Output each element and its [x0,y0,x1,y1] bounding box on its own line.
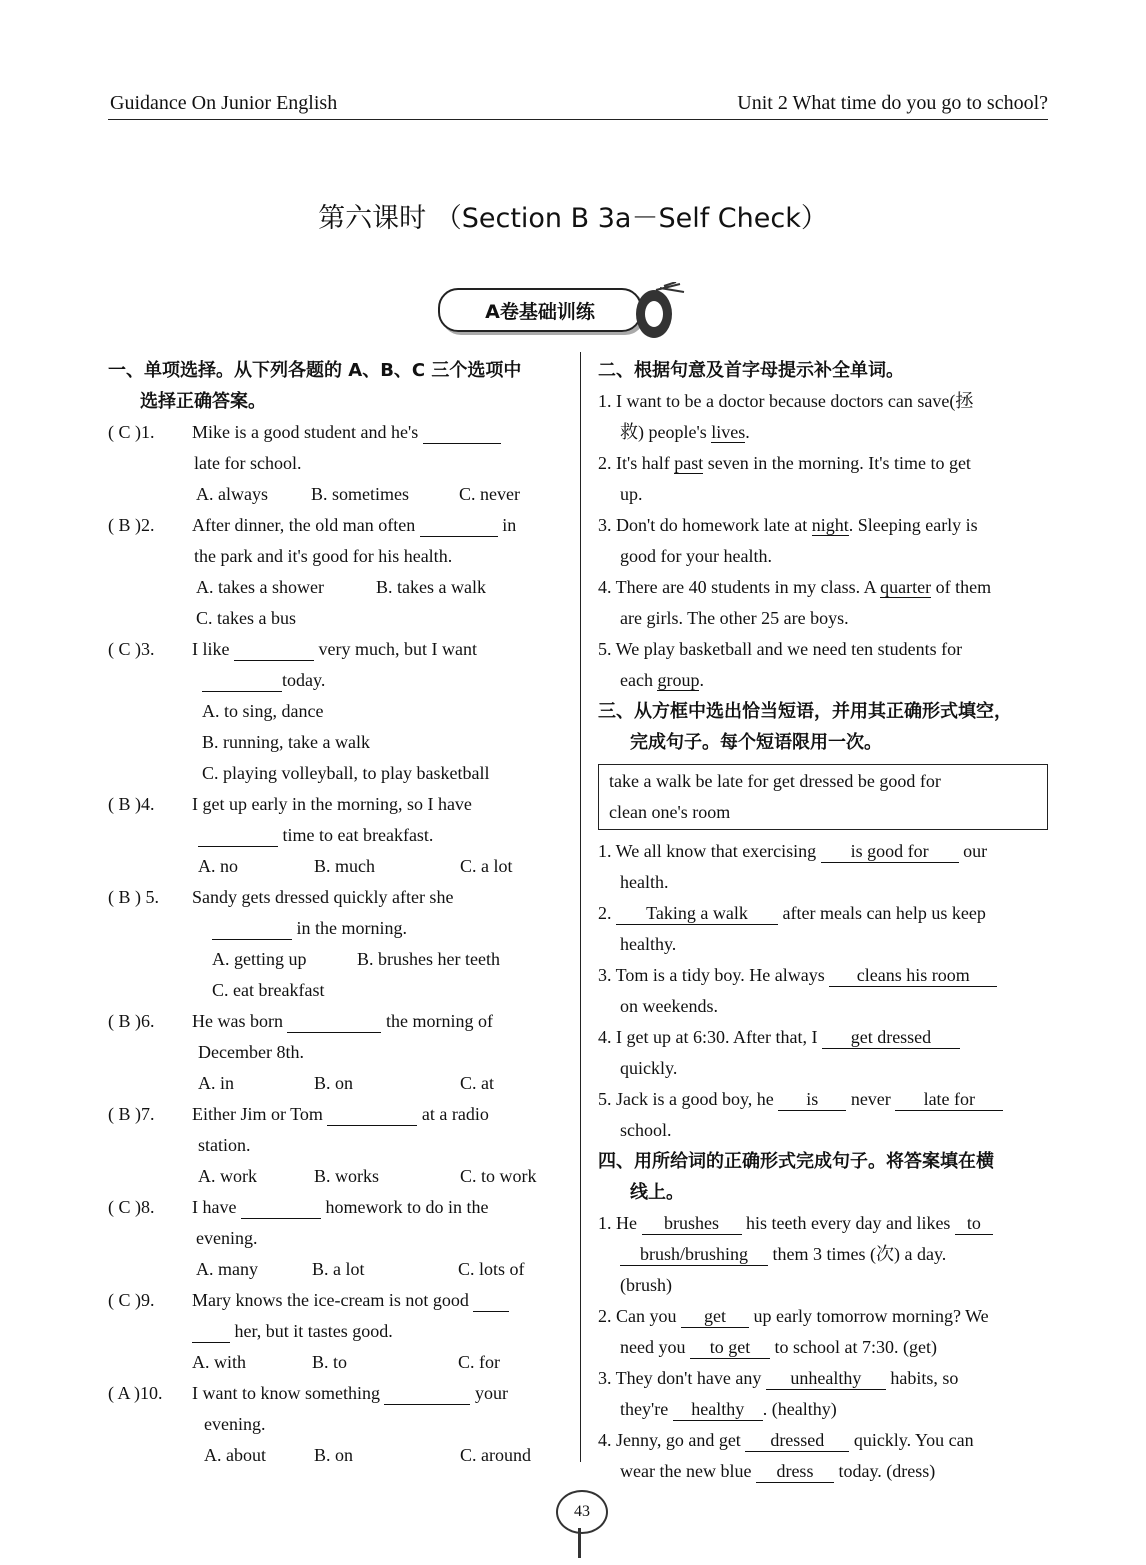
s2-q2-cont: up. [620,484,643,504]
answer: is [778,1088,846,1111]
text: never [850,1089,891,1109]
stem-cont: evening. [204,1414,266,1434]
section-4-title: 四、用所给词的正确形式完成句子。将答案填在横 [598,1151,994,1172]
options [108,1254,563,1285]
text: each [620,670,658,690]
s3-q1-cont: health. [620,872,669,892]
text: 3. Tom is a tidy boy. He always [598,965,825,985]
header-right: Unit 2 What time do you go to school? [737,92,1048,114]
option-a: A. to sing, dance [202,701,324,721]
answer: lives [711,422,746,442]
text: . [745,422,750,442]
section-3-title-cont: 完成句子。每个短语限用一次。 [630,732,882,753]
option-b: B. running, take a walk [202,732,370,752]
stem-cont: her, but it tastes good. [234,1321,393,1341]
s2-q4 [598,572,1050,603]
answer: get [681,1305,749,1328]
answer: past [674,453,704,473]
option-a: A. about [204,1445,266,1465]
option-b: B. works [314,1166,380,1186]
text: 3. Don't do homework late at [598,515,812,535]
option-b: B. much [314,856,375,876]
answer: get dressed [822,1026,960,1049]
text: quickly. You can [853,1430,974,1450]
text: . [699,670,704,690]
text: 4. There are 40 students in my class. A [598,577,881,597]
stem: Mike is a good student and he's [192,422,419,442]
stem: I have [192,1197,237,1217]
option-a: A. work [198,1166,257,1186]
answer: Taking a walk [616,902,778,925]
blank [287,1010,381,1033]
s3-q1 [598,836,1050,867]
stem: your [474,1383,508,1403]
s4-q4-cont [598,1456,1050,1487]
answer: dress [756,1460,834,1483]
text: wear the new blue [620,1461,752,1481]
section-1-heading [108,355,563,417]
question-5 [108,882,563,913]
options [108,1068,563,1099]
s4-q1 [598,1208,1050,1239]
stem: Mary knows the ice-cream is not good [192,1290,469,1310]
blank [420,514,498,537]
text: of them [931,577,992,597]
text: need you [620,1337,686,1357]
s4-q3-cont [598,1394,1050,1425]
blank [384,1382,470,1405]
option-a: A. in [198,1073,234,1093]
answer: is good for [821,840,959,863]
option-a: A. takes a shower [196,577,324,597]
option-c: C. a lot [460,856,513,876]
section-1-title: 一、单项选择。从下列各题的 A、B、C 三个选项中 [108,360,522,381]
s3-q3 [598,960,1050,991]
text: seven in the morning. It's time to get [703,453,971,473]
stem-cont: late for school. [194,453,302,473]
stem: After dinner, the old man often [192,515,416,535]
option-c: C. around [460,1445,531,1465]
text: them 3 times (次) a day. [772,1244,947,1264]
text: 4. Jenny, go and get [598,1430,741,1450]
option-c: C. eat breakfast [212,980,325,1000]
text: 1. He [598,1213,637,1233]
answer-mark: ( B ) 5. [108,887,159,907]
question-8 [108,1192,563,1223]
option-c: C. lots of [458,1259,525,1279]
answer-mark: ( B )7. [108,1104,155,1124]
stem: Either Jim or Tom [192,1104,323,1124]
blank [202,669,282,692]
answer: healthy [673,1398,763,1421]
answer: brushes [642,1212,742,1235]
option-b: B. takes a walk [376,577,486,597]
s2-q5-cont [598,665,1050,696]
blank [198,824,278,847]
stem: in [502,515,517,535]
answer-mark: ( B )2. [108,515,155,535]
s4-q3 [598,1363,1050,1394]
options [108,1347,563,1378]
s2-q3 [598,510,1050,541]
answer: night [811,515,849,535]
s3-q3-cont: on weekends. [620,996,718,1016]
phrase-box-line: clean one's room [609,802,731,822]
blank [327,1103,417,1126]
answer-mark: ( C )1. [108,422,155,442]
s2-q2 [598,448,1050,479]
text: . (healthy) [762,1399,837,1419]
blank [192,1320,230,1343]
answer-mark: ( A )10. [108,1383,163,1403]
text: up early tomorrow morning? We [753,1306,989,1326]
answer: group [657,670,700,690]
text: today. (dress) [838,1461,936,1481]
options [108,1161,563,1192]
options [108,1440,563,1471]
stem: Sandy gets dressed quickly after she [192,887,454,907]
question-2 [108,510,563,541]
option-a: A. with [192,1352,246,1372]
stem-cont: the park and it's good for his health. [194,546,453,566]
options [108,851,563,882]
blank [473,1289,509,1312]
answer: unhealthy [766,1367,886,1390]
s2-q5: 5. We play basketball and we need ten students for [598,639,963,659]
stem-cont: December 8th. [198,1042,304,1062]
stem: I like [192,639,230,659]
option-b: B. sometimes [311,484,409,504]
answer: brush/brushing [620,1243,768,1266]
answer-mark: ( C )3. [108,639,155,659]
answer: to get [690,1336,770,1359]
option-b: B. brushes her teeth [357,949,500,969]
column-divider [580,352,581,1462]
flower-stem-icon [578,1528,581,1558]
stem: He was born [192,1011,283,1031]
question-4 [108,789,563,820]
question-9 [108,1285,563,1316]
s2-q1: 1. I want to be a doctor because doctors can save(拯 [598,391,974,411]
section-4-title-cont: 线上。 [630,1182,684,1203]
stem: the morning of [385,1011,493,1031]
option-c: C. at [460,1073,494,1093]
question-7 [108,1099,563,1130]
question-1 [108,417,563,448]
option-c: C. playing volleyball, to play basketball [202,763,490,783]
option-c: C. for [458,1352,500,1372]
text: . Sleeping early is [848,515,978,535]
option-a: A. many [196,1259,258,1279]
option-b: B. on [314,1445,354,1465]
stem: homework to do in the [325,1197,489,1217]
section-2-heading: 二、根据句意及首字母提示补全单词。 [598,360,904,381]
s3-q4-cont: quickly. [620,1058,678,1078]
answer-mark: ( B )4. [108,794,155,814]
text: 2. [598,903,612,923]
right-column [598,355,1050,1487]
phrase-box-line: take a walk be late for get dressed be good for [609,771,941,791]
text: 4. I get up at 6:30. After that, I [598,1027,818,1047]
s3-q5-cont: school. [620,1120,672,1140]
option-b: B. on [314,1073,354,1093]
text: our [963,841,988,861]
s2-q1-cont [598,417,1050,448]
stem-cont: time to eat breakfast. [282,825,434,845]
stem-cont: in the morning. [296,918,407,938]
option-c: C. takes a bus [196,608,296,628]
page-title: 第六课时 （Section B 3a－Self Check） [318,203,828,234]
section-badge: A卷基础训练 [438,288,642,332]
options [108,479,563,510]
left-column [108,355,563,1471]
options [108,572,563,603]
blank [423,421,501,444]
option-c: C. never [459,484,520,504]
text: 3. They don't have any [598,1368,762,1388]
option-a: A. no [198,856,238,876]
answer-mark: ( B )6. [108,1011,155,1031]
stem: I get up early in the morning, so I have [192,794,472,814]
text: after meals can help us keep [782,903,986,923]
stem-cont: today. [282,670,326,690]
text: 2. Can you [598,1306,677,1326]
stem: at a radio [421,1104,489,1124]
s3-q2 [598,898,1050,929]
s4-q2-cont [598,1332,1050,1363]
option-c: C. to work [460,1166,537,1186]
s2-q4-cont: are girls. The other 25 are boys. [620,608,849,628]
text: they're [620,1399,669,1419]
header-rule [108,119,1048,120]
answer-mark: ( C )9. [108,1290,155,1310]
option-a: A. always [196,484,268,504]
wheel-icon [626,282,686,342]
s4-q2 [598,1301,1050,1332]
s3-q2-cont: healthy. [620,934,677,954]
stem-cont: evening. [196,1228,258,1248]
section-1-title-cont: 选择正确答案。 [140,391,266,412]
blank [212,917,292,940]
s4-q1-hint: (brush) [620,1275,672,1295]
s4-q4 [598,1425,1050,1456]
text: 救) people's [620,422,712,442]
phrase-box [598,764,1048,830]
section-4-heading [598,1146,1050,1208]
text: habits, so [890,1368,959,1388]
text: to school at 7:30. (get) [774,1337,937,1357]
section-3-title: 三、从方框中选出恰当短语，并用其正确形式填空， [598,701,1012,722]
s3-q5 [598,1084,1050,1115]
section-3-heading [598,696,1050,758]
question-3 [108,634,563,665]
header-left: Guidance On Junior English [110,92,338,114]
page-number: 43 [556,1490,608,1534]
stem-cont: station. [198,1135,251,1155]
text: 2. It's half [598,453,675,473]
s2-q3-cont: good for your health. [620,546,772,566]
answer: late for [895,1088,1003,1111]
text: 5. Jack is a good boy, he [598,1089,774,1109]
answer: cleans his room [829,964,997,987]
option-a: A. getting up [212,949,307,969]
blank [234,638,314,661]
s3-q4 [598,1022,1050,1053]
text: his teeth every day and likes [746,1213,951,1233]
text: 1. We all know that exercising [598,841,817,861]
answer: dressed [745,1429,849,1452]
option-b: B. to [312,1352,348,1372]
answer: quarter [880,577,932,597]
blank [241,1196,321,1219]
s4-q1-cont [598,1239,1050,1270]
stem: very much, but I want [318,639,477,659]
option-b: B. a lot [312,1259,365,1279]
stem: I want to know something [192,1383,380,1403]
options [108,603,563,634]
answer-mark: ( C )8. [108,1197,155,1217]
question-6 [108,1006,563,1037]
question-10 [108,1378,563,1409]
answer: to [955,1212,993,1235]
options [108,944,563,975]
